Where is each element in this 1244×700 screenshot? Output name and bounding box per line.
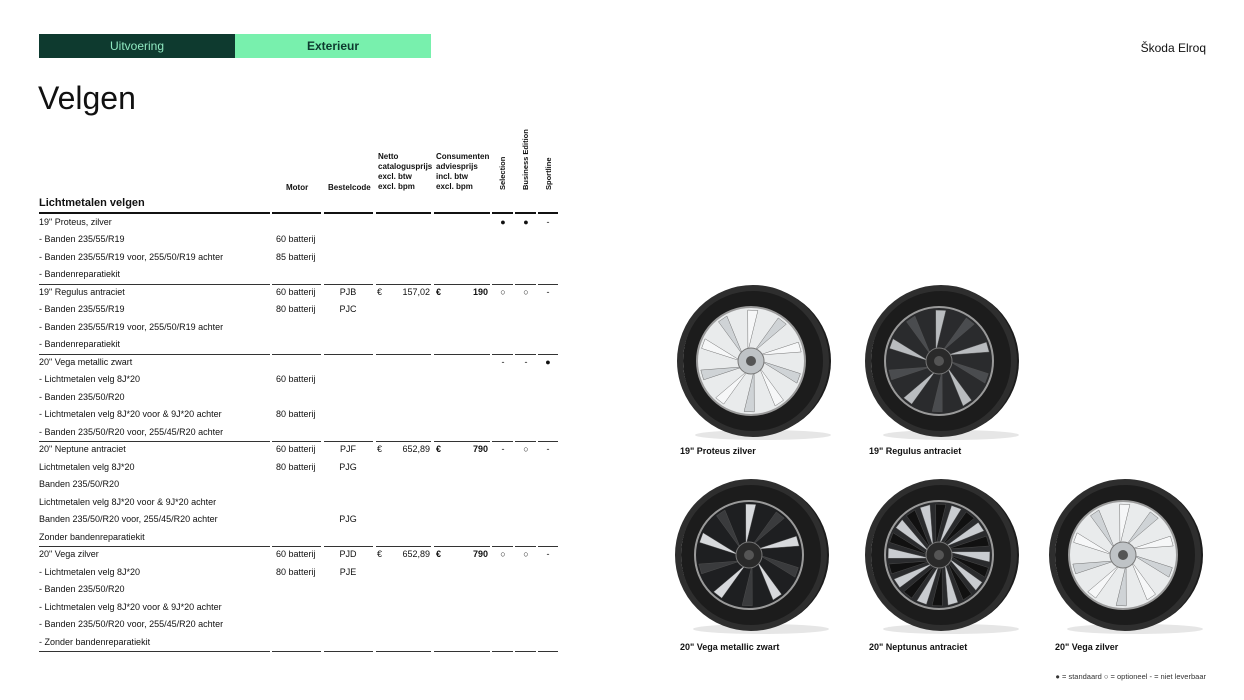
header-business-edition: Business Edition <box>521 129 530 190</box>
cell-label: 20" Vega metallic zwart <box>39 356 133 367</box>
cell-s <box>493 599 513 617</box>
cell-sp <box>539 319 557 337</box>
cell-sp <box>539 231 557 249</box>
cell-motor: 80 batterij <box>276 409 316 419</box>
cell-sp <box>539 301 557 319</box>
cell-netto <box>385 616 430 634</box>
header-sportline: Sportline <box>544 157 553 190</box>
cell-label: 19" Proteus, zilver <box>39 216 112 227</box>
cell-motor <box>276 599 321 617</box>
cell-b <box>516 231 536 249</box>
header-consument-line: incl. btw <box>436 172 468 181</box>
wheel-black-polished-icon <box>675 475 835 635</box>
cell-sp: - <box>546 286 550 297</box>
cell-eur2: € <box>436 444 442 454</box>
cell-label: - Zonder bandenreparatiekit <box>39 636 151 647</box>
cell-sp: - <box>546 216 550 227</box>
cell-b <box>516 529 536 547</box>
cell-b <box>516 266 536 284</box>
cell-s <box>493 634 513 652</box>
cell-netto <box>385 529 430 547</box>
row-divider <box>272 651 321 652</box>
cell-sp <box>539 511 557 529</box>
cell-price <box>444 599 488 617</box>
cell-b <box>516 581 536 599</box>
cell-netto <box>385 581 430 599</box>
cell-price: 790 <box>472 444 488 454</box>
brand-label: Škoda Elroq <box>1140 41 1206 55</box>
cell-netto <box>385 249 430 267</box>
cell-price <box>444 476 488 494</box>
cell-b <box>516 511 536 529</box>
cell-code <box>324 529 372 547</box>
cell-motor <box>276 319 321 337</box>
cell-sp <box>539 336 557 354</box>
cell-s: - <box>501 356 505 367</box>
header-motor: Motor <box>286 183 309 192</box>
cell-label: Banden 235/50/R20 voor, 255/45/R20 achter <box>39 514 218 524</box>
cell-label: Zonder bandenreparatiekit <box>39 531 145 542</box>
cell-motor <box>276 389 321 407</box>
cell-sp <box>539 249 557 267</box>
cell-price <box>444 459 488 477</box>
cell-code: PJB <box>339 286 357 297</box>
cell-b <box>516 599 536 617</box>
cell-label: - Bandenreparatiekit <box>39 269 121 279</box>
cell-netto <box>385 459 430 477</box>
cell-netto: 652,89 <box>402 549 430 559</box>
cell-price <box>444 389 488 407</box>
cell-sp: - <box>546 549 550 559</box>
row-divider <box>515 651 536 652</box>
cell-label: - Lichtmetalen velg 8J*20 voor & 9J*20 achter <box>39 601 222 612</box>
cell-netto <box>385 371 430 389</box>
cell-netto <box>385 406 430 424</box>
cell-b <box>516 476 536 494</box>
wheel-caption: 19" Proteus zilver <box>680 446 756 456</box>
cell-sp <box>539 389 557 407</box>
cell-netto <box>385 424 430 442</box>
cell-label: 19" Regulus antraciet <box>39 286 125 297</box>
page-title: Velgen <box>38 80 136 116</box>
cell-motor <box>276 529 321 547</box>
cell-motor <box>276 634 321 652</box>
row-divider <box>434 651 490 652</box>
cell-s <box>493 406 513 424</box>
cell-price <box>444 371 488 389</box>
cell-price <box>444 424 488 442</box>
cell-code <box>324 424 372 442</box>
cell-netto <box>385 564 430 582</box>
cell-label: 20" Neptune antraciet <box>39 444 126 454</box>
cell-price <box>444 214 488 232</box>
header-consumenten <box>436 152 489 192</box>
header-netto-line: Netto <box>378 152 399 161</box>
cell-s <box>493 476 513 494</box>
wheel-anthracite-icon <box>865 281 1025 441</box>
cell-netto <box>385 231 430 249</box>
cell-code <box>324 214 372 232</box>
cell-netto <box>385 511 430 529</box>
cell-s: ○ <box>500 286 506 297</box>
cell-sp <box>539 459 557 477</box>
wheel-silver-icon <box>1049 475 1209 635</box>
cell-motor <box>276 214 321 232</box>
cell-b <box>516 249 536 267</box>
wheel-caption: 20" Vega zilver <box>1055 642 1119 652</box>
cell-netto <box>385 354 430 372</box>
header-selection: Selection <box>498 156 507 190</box>
cell-sp <box>539 581 557 599</box>
cell-netto <box>385 389 430 407</box>
cell-label: - Banden 235/55/R19 voor, 255/50/R19 achter <box>39 251 224 262</box>
cell-netto: 157,02 <box>402 286 430 297</box>
cell-code <box>324 319 372 337</box>
cell-s <box>493 301 513 319</box>
tab-bar <box>39 34 431 58</box>
cell-netto <box>385 599 430 617</box>
cell-s <box>493 319 513 337</box>
cell-b <box>516 564 536 582</box>
header-consument-line: excl. bpm <box>436 182 473 191</box>
tab-uitvoering[interactable]: Uitvoering <box>39 34 235 58</box>
section-title: Lichtmetalen velgen <box>39 197 145 209</box>
cell-motor <box>276 336 321 354</box>
cell-label: - Bandenreparatiekit <box>39 339 121 349</box>
cell-label: - Banden 235/55/R19 voor, 255/50/R19 achter <box>39 321 224 332</box>
cell-b <box>516 424 536 442</box>
cell-label: - Banden 235/55/R19 <box>39 234 125 244</box>
header-consument-line: adviesprijs <box>436 162 478 171</box>
cell-netto <box>385 319 430 337</box>
cell-code: PJG <box>339 514 357 524</box>
legend: ● = standaard ○ = optioneel - = niet leverbaar <box>1055 672 1206 681</box>
cell-motor <box>276 354 321 372</box>
cell-s: ○ <box>500 549 506 559</box>
cell-label: - Banden 235/50/R20 <box>39 584 125 594</box>
cell-netto <box>385 214 430 232</box>
cell-code <box>324 634 372 652</box>
cell-label: 20" Vega zilver <box>39 549 99 559</box>
cell-code <box>324 249 372 267</box>
cell-price <box>444 231 488 249</box>
cell-motor: 85 batterij <box>276 251 316 262</box>
cell-label: Banden 235/50/R20 <box>39 479 120 489</box>
cell-sp <box>539 529 557 547</box>
cell-code: PJF <box>339 444 356 454</box>
cell-motor <box>276 511 321 529</box>
cell-price <box>444 616 488 634</box>
cell-netto <box>385 266 430 284</box>
cell-netto <box>385 476 430 494</box>
cell-eur1: € <box>377 444 383 454</box>
wheel-silver-blade-icon <box>677 281 837 441</box>
cell-price <box>444 581 488 599</box>
cell-price <box>444 634 488 652</box>
cell-b <box>516 371 536 389</box>
cell-label: Lichtmetalen velg 8J*20 <box>39 461 135 472</box>
tab-exterieur[interactable]: Exterieur <box>235 34 431 58</box>
cell-netto: 652,89 <box>402 444 430 454</box>
cell-s: - <box>501 444 505 454</box>
header-consument-line: Consumenten <box>436 152 490 161</box>
row-divider <box>324 651 373 652</box>
cell-label: - Lichtmetalen velg 8J*20 voor & 9J*20 achter <box>39 409 222 419</box>
cell-s <box>493 581 513 599</box>
header-bestelcode: Bestelcode <box>328 183 371 192</box>
cell-label: - Banden 235/55/R19 <box>39 304 125 314</box>
cell-label: - Lichtmetalen velg 8J*20 <box>39 374 141 384</box>
wheel-caption: 20" Vega metallic zwart <box>680 642 780 652</box>
cell-motor <box>276 494 321 512</box>
cell-code <box>324 616 372 634</box>
cell-s <box>493 266 513 284</box>
cell-s <box>493 249 513 267</box>
cell-netto <box>385 494 430 512</box>
cell-motor: 80 batterij <box>276 566 316 577</box>
cell-label: Lichtmetalen velg 8J*20 voor & 9J*20 achter <box>39 496 217 507</box>
cell-eur2: € <box>436 286 442 297</box>
cell-motor: 80 batterij <box>276 461 316 472</box>
cell-sp <box>539 406 557 424</box>
cell-code: PJG <box>339 461 357 472</box>
cell-b <box>516 336 536 354</box>
wheel-caption: 20" Neptunus antraciet <box>869 642 968 652</box>
header-netto <box>378 152 432 192</box>
cell-b <box>516 301 536 319</box>
cell-price <box>444 266 488 284</box>
cell-s <box>493 231 513 249</box>
cell-price <box>444 336 488 354</box>
cell-b <box>516 459 536 477</box>
cell-code <box>324 406 372 424</box>
cell-sp <box>539 616 557 634</box>
cell-b: - <box>524 356 528 367</box>
cell-sp: - <box>546 444 550 454</box>
cell-b <box>516 634 536 652</box>
cell-s <box>493 371 513 389</box>
cell-motor <box>276 581 321 599</box>
cell-eur1: € <box>377 549 383 559</box>
cell-price <box>444 249 488 267</box>
cell-motor: 60 batterij <box>276 234 316 244</box>
cell-b: ● <box>523 216 529 227</box>
cell-price <box>444 529 488 547</box>
cell-netto <box>385 301 430 319</box>
cell-code: PJE <box>339 566 357 577</box>
cell-code <box>324 231 372 249</box>
cell-price <box>444 319 488 337</box>
cell-label: - Banden 235/50/R20 voor, 255/45/R20 achter <box>39 619 224 629</box>
cell-sp <box>539 266 557 284</box>
row-divider <box>538 651 558 652</box>
cell-b <box>516 319 536 337</box>
header-netto-line: catalogusprijs <box>378 162 433 171</box>
cell-b <box>516 616 536 634</box>
cell-code <box>324 599 372 617</box>
cell-s <box>493 564 513 582</box>
cell-b: ○ <box>523 549 529 559</box>
cell-s <box>493 616 513 634</box>
cell-sp <box>539 564 557 582</box>
cell-s <box>493 529 513 547</box>
cell-s <box>493 336 513 354</box>
cell-sp <box>539 494 557 512</box>
cell-sp <box>539 476 557 494</box>
header-netto-line: excl. bpm <box>378 182 415 191</box>
cell-netto <box>385 634 430 652</box>
row-divider <box>376 651 431 652</box>
cell-motor: 60 batterij <box>276 374 316 384</box>
cell-price <box>444 494 488 512</box>
cell-price <box>444 354 488 372</box>
cell-b <box>516 389 536 407</box>
cell-motor: 80 batterij <box>276 304 316 314</box>
cell-motor: 60 batterij <box>276 444 316 454</box>
cell-eur1: € <box>377 286 383 297</box>
wheel-black-spokes-icon <box>865 475 1025 635</box>
cell-code <box>324 581 372 599</box>
row-divider <box>39 651 270 652</box>
cell-sp <box>539 634 557 652</box>
wheel-caption: 19" Regulus antraciet <box>869 446 962 456</box>
cell-motor <box>276 424 321 442</box>
cell-code <box>324 494 372 512</box>
cell-code <box>324 476 372 494</box>
cell-price <box>444 564 488 582</box>
cell-code <box>324 389 372 407</box>
cell-price: 790 <box>472 549 488 559</box>
cell-price <box>444 511 488 529</box>
cell-sp <box>539 424 557 442</box>
cell-label: - Banden 235/50/R20 voor, 255/45/R20 achter <box>39 426 224 437</box>
cell-code <box>324 354 372 372</box>
cell-price <box>444 301 488 319</box>
cell-s <box>493 459 513 477</box>
cell-code <box>324 336 372 354</box>
cell-motor: 60 batterij <box>276 286 316 297</box>
cell-label: - Banden 235/50/R20 <box>39 391 125 402</box>
cell-b: ○ <box>523 286 529 297</box>
cell-b <box>516 406 536 424</box>
cell-code <box>324 266 372 284</box>
cell-s <box>493 389 513 407</box>
cell-motor <box>276 266 321 284</box>
cell-eur2: € <box>436 549 442 559</box>
cell-code: PJC <box>339 304 357 314</box>
cell-price <box>444 406 488 424</box>
cell-b <box>516 494 536 512</box>
cell-s <box>493 511 513 529</box>
cell-s: ● <box>500 216 506 227</box>
cell-motor <box>276 476 321 494</box>
cell-sp <box>539 599 557 617</box>
row-divider <box>492 651 513 652</box>
cell-s <box>493 424 513 442</box>
cell-sp <box>539 371 557 389</box>
cell-s <box>493 494 513 512</box>
cell-label: - Lichtmetalen velg 8J*20 <box>39 566 141 577</box>
cell-netto <box>385 336 430 354</box>
cell-motor: 60 batterij <box>276 549 316 559</box>
cell-price: 190 <box>472 286 488 297</box>
cell-motor <box>276 616 321 634</box>
header-netto-line: excl. btw <box>378 172 412 181</box>
cell-b: ○ <box>523 444 529 454</box>
cell-code: PJD <box>339 549 357 559</box>
cell-sp: ● <box>545 356 551 367</box>
cell-code <box>324 371 372 389</box>
